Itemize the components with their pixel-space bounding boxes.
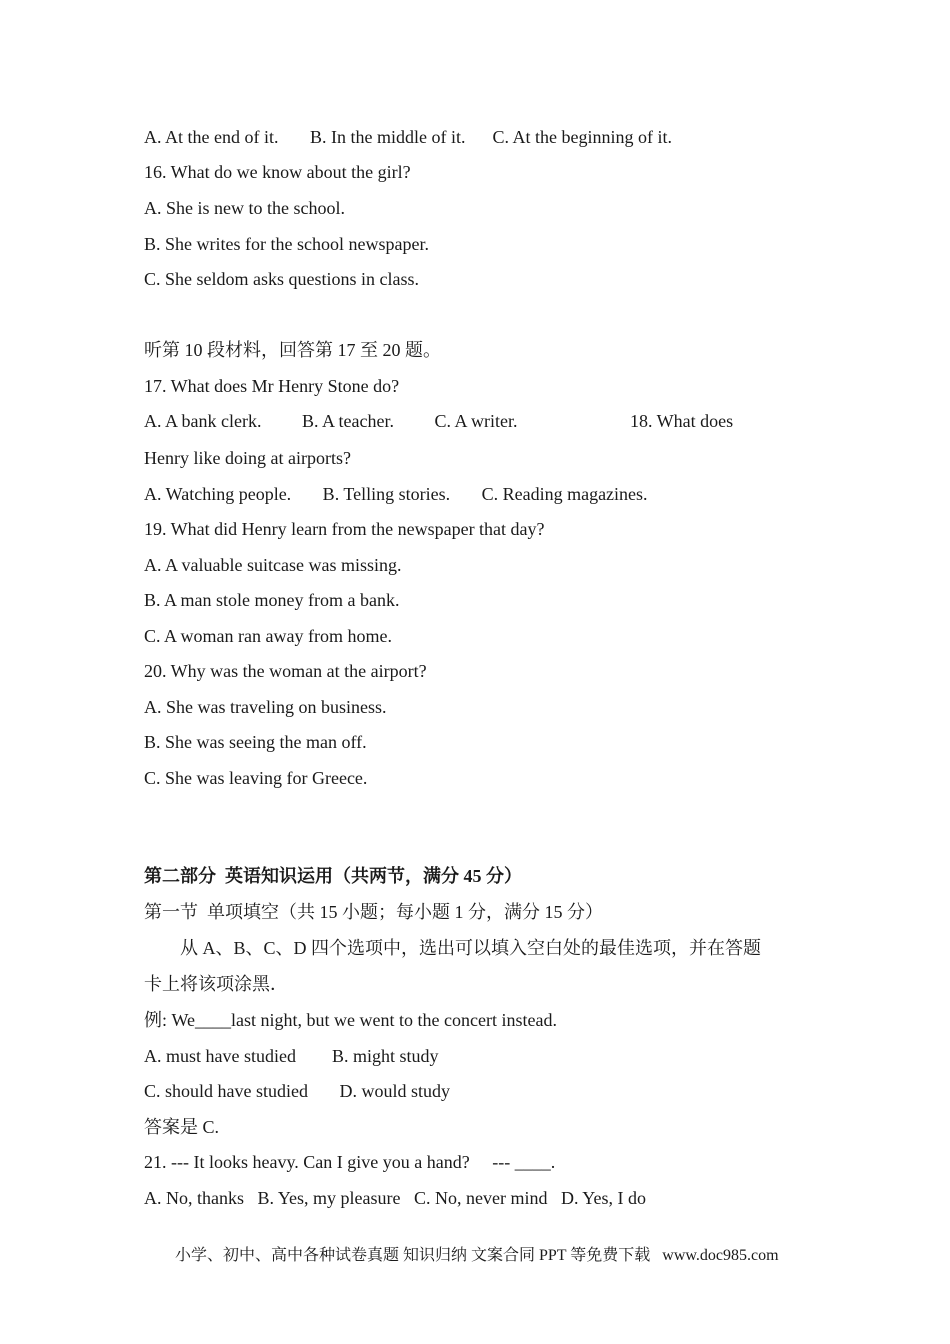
q17-question: 17. What does Mr Henry Stone do? [144,376,400,396]
q18-question-cont: Henry like doing at airports? [144,448,351,468]
part-two-heading: 第二部分 英语知识运用（共两节，满分 45 分） [144,866,522,886]
q16-question: 16. What do we know about the girl? [144,162,411,182]
example-options-ab: A. must have studied B. might study [144,1046,439,1066]
section-instruction: 听第 10 段材料，回答第 17 至 20 题。 [144,340,441,360]
example-question: 例: We____last night, but we went to the concert instead. [144,1010,557,1030]
q21-question: 21. --- It looks heavy. Can I give you a hand? --- ____. [144,1152,556,1172]
q20-option-c: C. She was leaving for Greece. [144,768,368,788]
example-answer: 答案是 C. [144,1117,220,1137]
q19-question: 19. What did Henry learn from the newspaper that day? [144,519,545,539]
instruction-line-1: 从 A、B、C、D 四个选项中，选出可以填入空白处的最佳选项，并在答题 [144,938,762,958]
q19-option-a: A. A valuable suitcase was missing. [144,555,402,575]
q21-options: A. No, thanks B. Yes, my pleasure C. No, never mind D. Yes, I do [144,1188,646,1208]
q17-options: A. A bank clerk. B. A teacher. C. A writer. 18. What does [144,411,734,431]
q20-option-a: A. She was traveling on business. [144,697,387,717]
q19-option-c: C. A woman ran away from home. [144,626,392,646]
example-options-cd: C. should have studied D. would study [144,1081,450,1101]
q20-question: 20. Why was the woman at the airport? [144,661,427,681]
q16-option-a: A. She is new to the school. [144,198,345,218]
q16-option-b: B. She writes for the school newspaper. [144,234,429,254]
section-one-heading: 第一节 单项填空（共 15 小题；每小题 1 分，满分 15 分） [144,902,603,922]
q15-options: A. At the end of it. B. In the middle of it. C. At the beginning of it. [144,127,672,147]
q16-option-c: C. She seldom asks questions in class. [144,269,419,289]
page-footer: 小学、初中、高中各种试卷真题 知识归纳 文案合同 PPT 等免费下载 www.doc985.com [175,1247,779,1264]
instruction-line-2: 卡上将该项涂黑． [144,974,288,994]
q19-option-b: B. A man stole money from a bank. [144,590,400,610]
q20-option-b: B. She was seeing the man off. [144,732,367,752]
q18-options: A. Watching people. B. Telling stories. C. Reading magazines. [144,484,648,504]
